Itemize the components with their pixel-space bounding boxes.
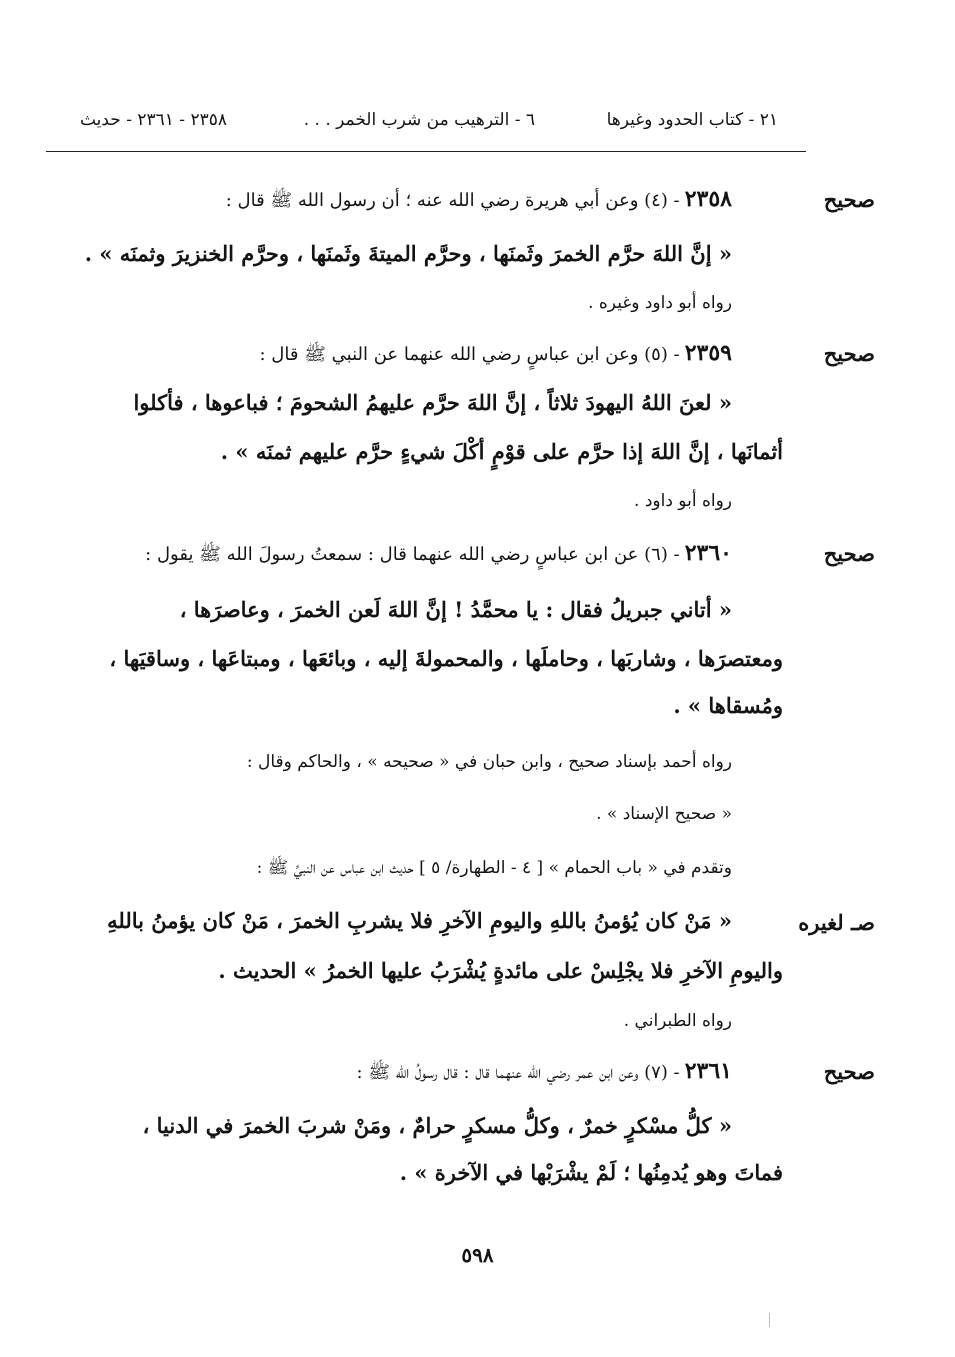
hadith-number: ٢٣٥٨ <box>684 186 732 212</box>
hadith-matn-line: ومعتصرَها ، وشاربَها ، وحاملَها ، والمحمولةَ إليه ، وبائعَها ، ومبتاعَها ، وساقيَها ، <box>109 646 783 671</box>
hadith-source-line: وتقدم في « باب الحمام » [ ٤ - الطهارة/ ٥ ] حديث ابن عباس عن النبيِّ ﷺ : <box>256 858 732 878</box>
hadith-intro-text: - (٦) عن ابن عباسٍ رضي الله عنهما قال : سمعتُ رسولَ الله ﷺ يقول : <box>145 544 680 565</box>
hadith-grade: صحيح <box>823 187 875 212</box>
hadith-source-line: رواه أبو داود وغيره . <box>588 293 732 313</box>
hadith-intro <box>145 540 732 569</box>
header-rule <box>46 151 806 152</box>
hadith-matn-line: « مَنْ كان يُؤمنُ باللهِ واليومِ الآخرِ فلا يشربِ الخمرَ ، مَنْ كان يؤمنُ باللهِ <box>107 908 732 933</box>
hadith-matn-line: « أتاني جبريلُ فقال : يا محمَّدُ ! إنَّ اللهَ لَعن الخمرَ ، وعاصرَها ، <box>179 597 732 622</box>
hadith-intro-text: - (٧) وعن ابن عمر رضي الله عنهما قال : قال رسولُ الله ﷺ : <box>356 1062 680 1083</box>
hadith-intro <box>356 1058 732 1087</box>
hadith-number: ٢٣٥٩ <box>684 340 732 366</box>
scan-mark <box>769 1313 770 1327</box>
hadith-grade: صحيح <box>823 1059 875 1084</box>
header-section: ٦ - الترهيب من شرب الخمر . . . <box>303 110 535 130</box>
hadith-intro-text: - (٤) وعن أبي هريرة رضي الله عنه ؛ أن رسول الله ﷺ قال : <box>225 190 680 211</box>
hadith-source-line: رواه أحمد بإسناد صحيح ، وابن حبان في « صحيحه » ، والحاكم وقال : <box>246 752 732 772</box>
hadith-grade: صحيح <box>823 341 875 366</box>
hadith-intro <box>260 340 733 369</box>
header-hadith-range: ٢٣٥٨ - ٢٣٦١ - حديث <box>79 110 227 130</box>
header-chapter: ٢١ - كتاب الحدود وغيرها <box>606 110 778 130</box>
hadith-matn-line: « لعنَ اللهُ اليهودَ ثلاثاً ، إنَّ اللهَ حرَّم عليهمُ الشحومَ ؛ فباعوها ، فأكلوا <box>133 390 732 415</box>
hadith-source-line: رواه أبو داود . <box>634 491 732 511</box>
hadith-matn-line: « إنَّ اللهَ حرَّم الخمرَ وثَمنَها ، وحرَّم الميتةَ وثَمنَها ، وحرَّم الخنزيرَ وثمنَه » . <box>84 241 732 266</box>
hadith-matn-line: ومُسقاها » . <box>673 693 783 718</box>
hadith-intro <box>226 186 732 215</box>
hadith-matn-line: « كلُّ مسْكرٍ خمرٌ ، وكلُّ مسكرٍ حرامٌ ، ومَنْ شربَ الخمرَ في الدنيا ، <box>142 1113 732 1138</box>
hadith-number: ٢٣٦٠ <box>684 540 732 566</box>
hadith-source-line: « صحيح الإسناد » . <box>596 804 732 824</box>
hadith-grade: صـ لغيره <box>798 910 875 935</box>
page-number: ٥٩٨ <box>461 1243 494 1267</box>
hadith-matn-line: أثمانَها ، إنَّ اللهَ إذا حرَّم على قوْمٍ أكْلَ شيءٍ حرَّم عليهم ثمنَه » . <box>220 439 783 464</box>
hadith-matn-line: واليومِ الآخرِ فلا يجْلِسْ على مائدةٍ يُشْرَبُ عليها الخمرُ » الحديث . <box>218 958 783 983</box>
hadith-source-line: رواه الطبراني . <box>623 1011 732 1031</box>
hadith-grade: صحيح <box>823 541 875 566</box>
hadith-intro-text: - (٥) وعن ابن عباسٍ رضي الله عنهما عن النبي ﷺ قال : <box>259 344 680 365</box>
hadith-matn-line: فماتَ وهو يُدمِنُها ؛ لَمْ يشْرَبْها في الآخرة » . <box>399 1160 783 1185</box>
hadith-number: ٢٣٦١ <box>684 1058 732 1084</box>
